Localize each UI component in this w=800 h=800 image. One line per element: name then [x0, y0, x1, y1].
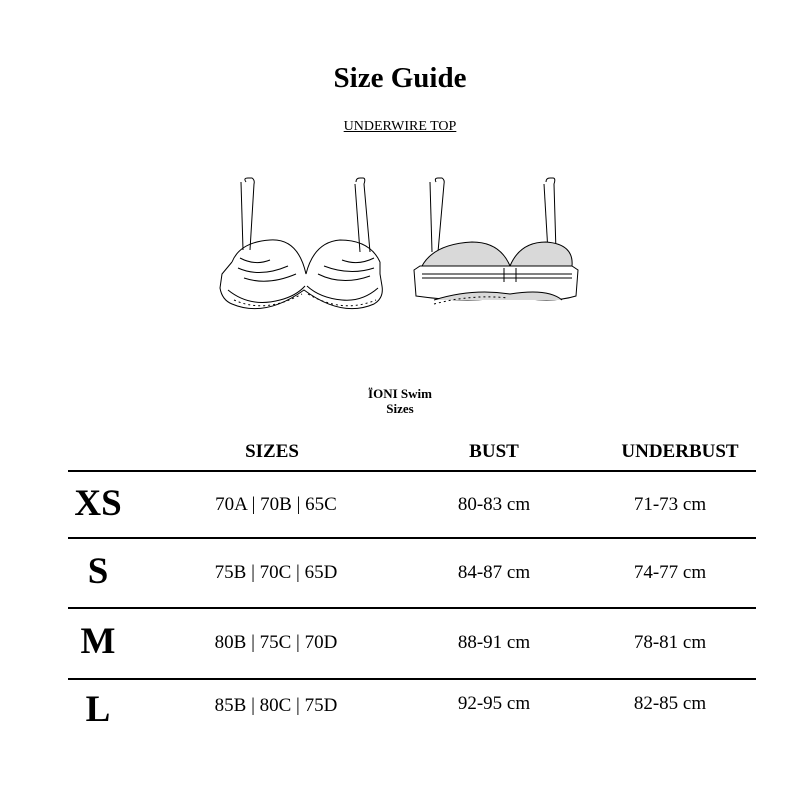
bra-illustrations	[210, 170, 590, 320]
product-subtitle: UNDERWIRE TOP	[343, 119, 457, 134]
size-label: XS	[74, 483, 122, 524]
brand-block	[0, 386, 800, 416]
bust-range: 88-91 cm	[457, 632, 531, 653]
bra-front-icon	[220, 178, 382, 309]
table-divider	[68, 537, 756, 539]
underbust-range: 74-77 cm	[633, 562, 707, 583]
bust-range: 92-95 cm	[457, 693, 531, 714]
bust-range: 80-83 cm	[457, 494, 531, 515]
cup-sizes: 85B | 80C | 75D	[214, 695, 338, 716]
cup-sizes: 70A | 70B | 65C	[215, 494, 337, 515]
bra-back-icon	[414, 178, 578, 304]
brand-caption: Sizes	[386, 401, 414, 416]
underbust-range: 82-85 cm	[633, 693, 707, 714]
table-divider	[68, 678, 756, 680]
page-title: Size Guide	[333, 62, 467, 94]
table-divider	[68, 607, 756, 609]
cup-sizes: 75B | 70C | 65D	[214, 562, 338, 583]
column-header-underbust: UNDERBUST	[621, 441, 739, 462]
bust-range: 84-87 cm	[457, 562, 531, 583]
underbust-range: 78-81 cm	[633, 632, 707, 653]
underbust-range: 71-73 cm	[633, 494, 707, 515]
size-label: M	[80, 621, 116, 662]
size-label: L	[85, 689, 111, 730]
cup-sizes: 80B | 75C | 70D	[214, 632, 338, 653]
column-header-sizes: SIZES	[245, 441, 299, 462]
column-header-bust: BUST	[469, 441, 519, 462]
size-label: S	[87, 551, 109, 592]
table-divider	[68, 470, 756, 472]
brand-name: ÏONI Swim	[368, 386, 432, 401]
